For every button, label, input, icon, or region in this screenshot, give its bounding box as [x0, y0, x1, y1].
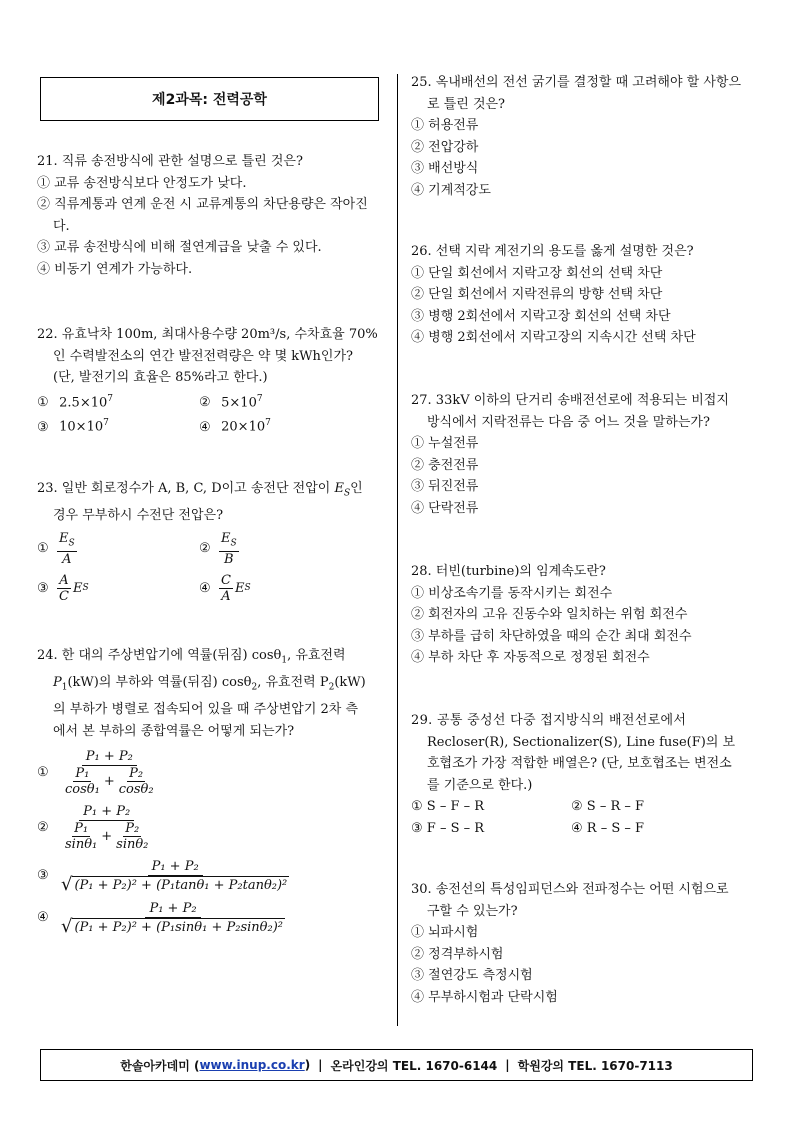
q30-option-1: ① 뇌파시험 — [411, 925, 479, 940]
q26-option-3: ③ 병행 2회선에서 지락고장 회선의 선택 차단 — [411, 308, 671, 324]
q23-option-1-numerator — [57, 531, 77, 553]
q25-option-3: ③ 배선방식 — [411, 161, 479, 176]
q24-stem-a2: , 유효전력 — [287, 648, 346, 663]
q24-stem-line3: 의 부하가 병렬로 접속되어 있을 때 주상변압기 2차 측 — [53, 702, 359, 718]
q23-stem-es-sub: S — [343, 488, 351, 499]
q24-option-1 — [37, 748, 383, 797]
question-21 — [37, 151, 383, 280]
q24-option-4-num: ④ — [37, 910, 49, 926]
q24-o2-sin1: sinθ₁ — [65, 837, 98, 853]
q23-stem-line2: 경우 무부하시 수전단 전압은? — [53, 508, 224, 524]
q24-option-3 — [37, 858, 383, 894]
q25-option-1: ① 허용전류 — [411, 118, 479, 133]
q27-option-3: ③ 뒤진전류 — [411, 479, 479, 494]
q23-option-4-denominator: A — [221, 589, 231, 605]
question-23 — [37, 478, 383, 604]
q22-stem-line2: 인 수력발전소의 연간 발전전력량은 약 몇 kWh인가? — [53, 348, 353, 364]
q25-option-2: ② 전압강하 — [411, 139, 479, 155]
q30-stem-line1: 30. 송전선의 특성임피던스와 전파정수는 어떤 시험으로 — [411, 882, 729, 897]
footer-website-link[interactable]: www.inup.co.kr — [199, 1058, 305, 1072]
q30-stem-line2: 구할 수 있는가? — [427, 903, 518, 919]
q24-stem-b3: , 유효전력 P — [257, 675, 329, 691]
q23-option-4-frac — [219, 573, 233, 604]
q22-option-3 — [37, 413, 199, 438]
q22-option-1 — [37, 389, 199, 414]
q24-o3-root: √ — [61, 874, 73, 896]
q23-option-2-denominator: B — [224, 552, 234, 568]
q23-option-2-num: ② — [199, 541, 211, 557]
q23-option-3-num: ③ — [37, 580, 49, 596]
q22-option-4-value: 20×10 — [221, 419, 266, 435]
q22-option-1-value: 2.5×10 — [59, 394, 108, 410]
q29-option-2: ② S – R – F — [571, 799, 645, 814]
q24-o1-cos1: cosθ₁ — [65, 782, 100, 798]
footer-separator-1: | — [318, 1058, 323, 1072]
q23-option-3-numerator: A — [59, 573, 69, 589]
q24-o1-p1: P₁ — [75, 766, 90, 782]
q23-o1-s: S — [68, 538, 75, 549]
q22-stem-line3: (단, 발전기의 효율은 85%라고 한다.) — [53, 370, 268, 385]
q24-option-3-numerator: P₁ + P₂ — [148, 858, 203, 876]
q23-option-2 — [199, 531, 359, 568]
q24-stem-b2-sub: 2 — [251, 682, 258, 693]
q29-option-3: ③ F – S – R — [411, 820, 485, 836]
q24-o4-sqrt — [61, 918, 285, 936]
q24-option-2-frac — [59, 803, 154, 852]
q23-stem-text: 23. 일반 회로정수가 A, B, C, D이고 송전단 전압이 — [37, 481, 335, 496]
q23-o4-e: E — [234, 580, 245, 596]
q28-option-3: ③ 부하를 급히 차단하였을 때의 순간 최대 회전수 — [411, 628, 692, 644]
q23-o3-e: E — [72, 580, 83, 596]
q23-option-3 — [37, 573, 199, 604]
q23-o2-s: S — [230, 538, 237, 549]
q30-option-2: ② 정격부하시험 — [411, 946, 504, 962]
q24-stem-p1-sub: 1 — [61, 682, 68, 693]
footer-online-phone: 온라인강의 TEL. 1670-6144 — [330, 1058, 498, 1073]
q24-o2-plus: + — [101, 829, 113, 845]
q23-stem-text-end: 인 — [350, 481, 363, 496]
q24-o3-radicand: (P₁ + P₂)² + (P₁tanθ₁ + P₂tanθ₂)² — [74, 878, 288, 894]
q23-option-4-numerator: C — [221, 573, 231, 589]
q28-option-4: ④ 부하 차단 후 자동적으로 정정된 회전수 — [411, 650, 650, 665]
q21-option-3: ③ 교류 송전방식에 비해 절연계급을 낮출 수 있다. — [37, 240, 322, 255]
q25-option-4: ④ 기계적강도 — [411, 182, 491, 198]
question-28 — [411, 561, 757, 669]
q24-option-1-denominator — [59, 766, 160, 797]
q21-option-2-line1: ② 직류계통과 연계 운전 시 교류계통의 차단용량은 작아진 — [37, 197, 368, 212]
q23-o3-s: S — [82, 582, 89, 593]
q22-option-2-num: ② — [199, 394, 211, 410]
q24-option-2-numerator: P₁ + P₂ — [79, 803, 134, 821]
q24-o1-frac-a — [63, 766, 102, 797]
question-27 — [411, 390, 757, 519]
q24-o1-p2: P₂ — [129, 766, 144, 782]
q23-option-4-num: ④ — [199, 580, 211, 596]
question-30 — [411, 879, 757, 1008]
footer-org: 한솔아카데미 ( — [120, 1058, 200, 1073]
q30-option-4: ④ 무부하시험과 단락시험 — [411, 989, 558, 1005]
q29-option-1: ① S – F – R — [411, 799, 485, 814]
q26-option-4: ④ 병행 2회선에서 지락고장의 지속시간 선택 차단 — [411, 330, 696, 345]
q24-option-1-numerator: P₁ + P₂ — [82, 748, 137, 766]
q24-option-2-denominator — [59, 821, 154, 852]
q24-option-4-numerator: P₁ + P₂ — [145, 900, 200, 918]
q24-o2-p2: P₂ — [125, 821, 140, 837]
q22-option-3-value: 10×10 — [59, 419, 104, 435]
q23-options — [37, 531, 383, 605]
q24-option-3-num: ③ — [37, 868, 49, 884]
footer — [40, 1049, 753, 1081]
q21-option-4: ④ 비동기 연계가 가능하다. — [37, 261, 193, 277]
q24-option-2 — [37, 803, 383, 852]
q22-options — [37, 389, 383, 439]
q24-o2-p1: P₁ — [74, 821, 89, 837]
q23-option-3-frac — [57, 573, 71, 604]
q29-options — [411, 796, 757, 839]
question-25 — [411, 72, 757, 201]
q24-o1-cos2: cosθ₂ — [118, 782, 154, 798]
question-22 — [37, 324, 383, 438]
q24-o2-frac-a — [63, 821, 99, 852]
subject-title-box — [40, 77, 379, 121]
q24-option-4 — [37, 900, 383, 936]
q24-stem-b4: (kW) — [334, 675, 366, 691]
q29-stem-line4: 를 기준으로 한다.) — [427, 777, 533, 793]
q23-option-1 — [37, 531, 199, 568]
question-29 — [411, 710, 757, 839]
q26-option-1: ① 단일 회선에서 지락고장 회선의 선택 차단 — [411, 265, 663, 281]
q26-option-2: ② 단일 회선에서 지락전류의 방향 선택 차단 — [411, 287, 663, 302]
q23-o2-e: E — [221, 530, 231, 546]
q29-option-4: ④ R – S – F — [571, 820, 645, 836]
q24-o4-radicand: (P₁ + P₂)² + (P₁sinθ₁ + P₂sinθ₂)² — [74, 920, 283, 936]
q22-stem-line1: 22. 유효낙차 100m, 최대사용수량 20m³/s, 수차효율 70% — [37, 327, 378, 342]
q24-stem-a: 24. 한 대의 주상변압기에 역률(뒤짐) cosθ — [37, 648, 282, 663]
q23-stem-es: E — [334, 481, 344, 496]
q27-option-4: ④ 단락전류 — [411, 500, 479, 516]
q29-stem-line3: 호협조가 가장 적합한 배열은? (단, 보호협조는 변전소 — [427, 756, 732, 771]
q21-stem: 21. 직류 송전방식에 관한 설명으로 틀린 것은? — [37, 154, 303, 169]
q27-option-1: ① 누설전류 — [411, 436, 479, 451]
q24-option-4-frac — [59, 900, 287, 936]
q27-stem-line1: 27. 33kV 이하의 단거리 송배전선로에 적용되는 비접지 — [411, 393, 729, 408]
q24-option-3-frac — [59, 858, 291, 894]
q24-stem-a-sub: 1 — [281, 655, 288, 666]
q22-option-4 — [199, 413, 359, 438]
q28-stem: 28. 터빈(turbine)의 임계속도란? — [411, 564, 606, 579]
q22-option-3-exp: 7 — [103, 418, 109, 429]
q22-option-1-num: ① — [37, 394, 49, 410]
q24-o1-plus: + — [103, 774, 115, 790]
q24-o3-sqrt — [61, 876, 289, 894]
question-26 — [411, 241, 757, 349]
q27-option-2: ② 충전전류 — [411, 457, 479, 473]
q23-option-3-denominator: C — [59, 589, 69, 605]
q28-option-2: ② 회전자의 고유 진동수와 일치하는 위험 회전수 — [411, 607, 688, 622]
q24-option-2-num: ② — [37, 819, 49, 835]
q22-option-4-num: ④ — [199, 419, 211, 435]
q29-stem-line1: 29. 공통 중성선 다중 접지방식의 배전선로에서 — [411, 713, 687, 728]
q22-option-1-exp: 7 — [107, 393, 113, 404]
q21-option-2-cont: 다. — [53, 218, 70, 234]
q27-stem-line2: 방식에서 지락전류는 다음 중 어느 것을 말하는가? — [427, 414, 710, 430]
q21-option-2 — [37, 194, 383, 216]
q23-stem-line1 — [37, 478, 383, 505]
q24-stem-p1: P — [53, 675, 62, 691]
q24-o2-frac-b — [114, 821, 150, 852]
q26-stem: 26. 선택 지락 계전기의 용도를 옳게 설명한 것은? — [411, 244, 694, 259]
q23-option-1-frac — [57, 531, 77, 568]
q24-option-1-frac — [59, 748, 160, 797]
q23-option-1-num: ① — [37, 541, 49, 557]
q22-option-2-exp: 7 — [256, 393, 263, 404]
subject-title: 제2과목: 전력공학 — [152, 92, 267, 108]
q23-o1-e: E — [59, 530, 69, 546]
q24-option-3-denominator — [59, 876, 291, 894]
q25-stem-line1: 25. 옥내배선의 전선 굵기를 결정할 때 고려해야 할 사항으 — [411, 75, 742, 90]
q24-stem-b2: (kW)의 부하와 역률(뒤짐) cosθ — [67, 675, 252, 691]
q24-stem-line1 — [37, 645, 383, 672]
q24-stem-b3-sub: 2 — [328, 682, 335, 693]
q23-option-4 — [199, 573, 359, 604]
q23-option-2-frac — [219, 531, 239, 568]
q24-stem-line4: 에서 본 부하의 종합역률은 어떻게 되는가? — [53, 723, 295, 739]
q24-o1-frac-b — [117, 766, 156, 797]
q23-option-1-denominator: A — [62, 552, 72, 568]
q22-option-3-num: ③ — [37, 419, 49, 435]
q29-stem-line2: Recloser(R), Sectionalizer(S), Line fuse(F)의 보 — [427, 734, 736, 750]
column-divider — [397, 74, 398, 1026]
q28-option-1: ① 비상조속기를 동작시키는 회전수 — [411, 585, 613, 601]
question-24 — [37, 645, 383, 942]
q23-o4-s: S — [244, 582, 251, 593]
q24-o2-sin2: sinθ₂ — [116, 837, 149, 853]
footer-offline-phone: 학원강의 TEL. 1670-7113 — [517, 1058, 673, 1073]
q24-stem-line2 — [37, 672, 383, 699]
q23-option-2-numerator — [219, 531, 239, 553]
q24-option-4-denominator — [59, 918, 287, 936]
q22-option-2-value: 5×10 — [221, 394, 257, 410]
q22-option-2 — [199, 389, 359, 414]
q22-option-4-exp: 7 — [265, 418, 271, 429]
footer-separator-2: | — [505, 1058, 510, 1072]
footer-org-end: ) — [304, 1058, 311, 1072]
q30-option-3: ③ 절연강도 측정시험 — [411, 968, 533, 983]
q24-option-1-num: ① — [37, 764, 49, 780]
q25-stem-line2: 로 틀린 것은? — [427, 96, 506, 112]
q24-o4-root: √ — [61, 916, 73, 938]
q21-option-1: ① 교류 송전방식보다 안정도가 낮다. — [37, 175, 247, 191]
